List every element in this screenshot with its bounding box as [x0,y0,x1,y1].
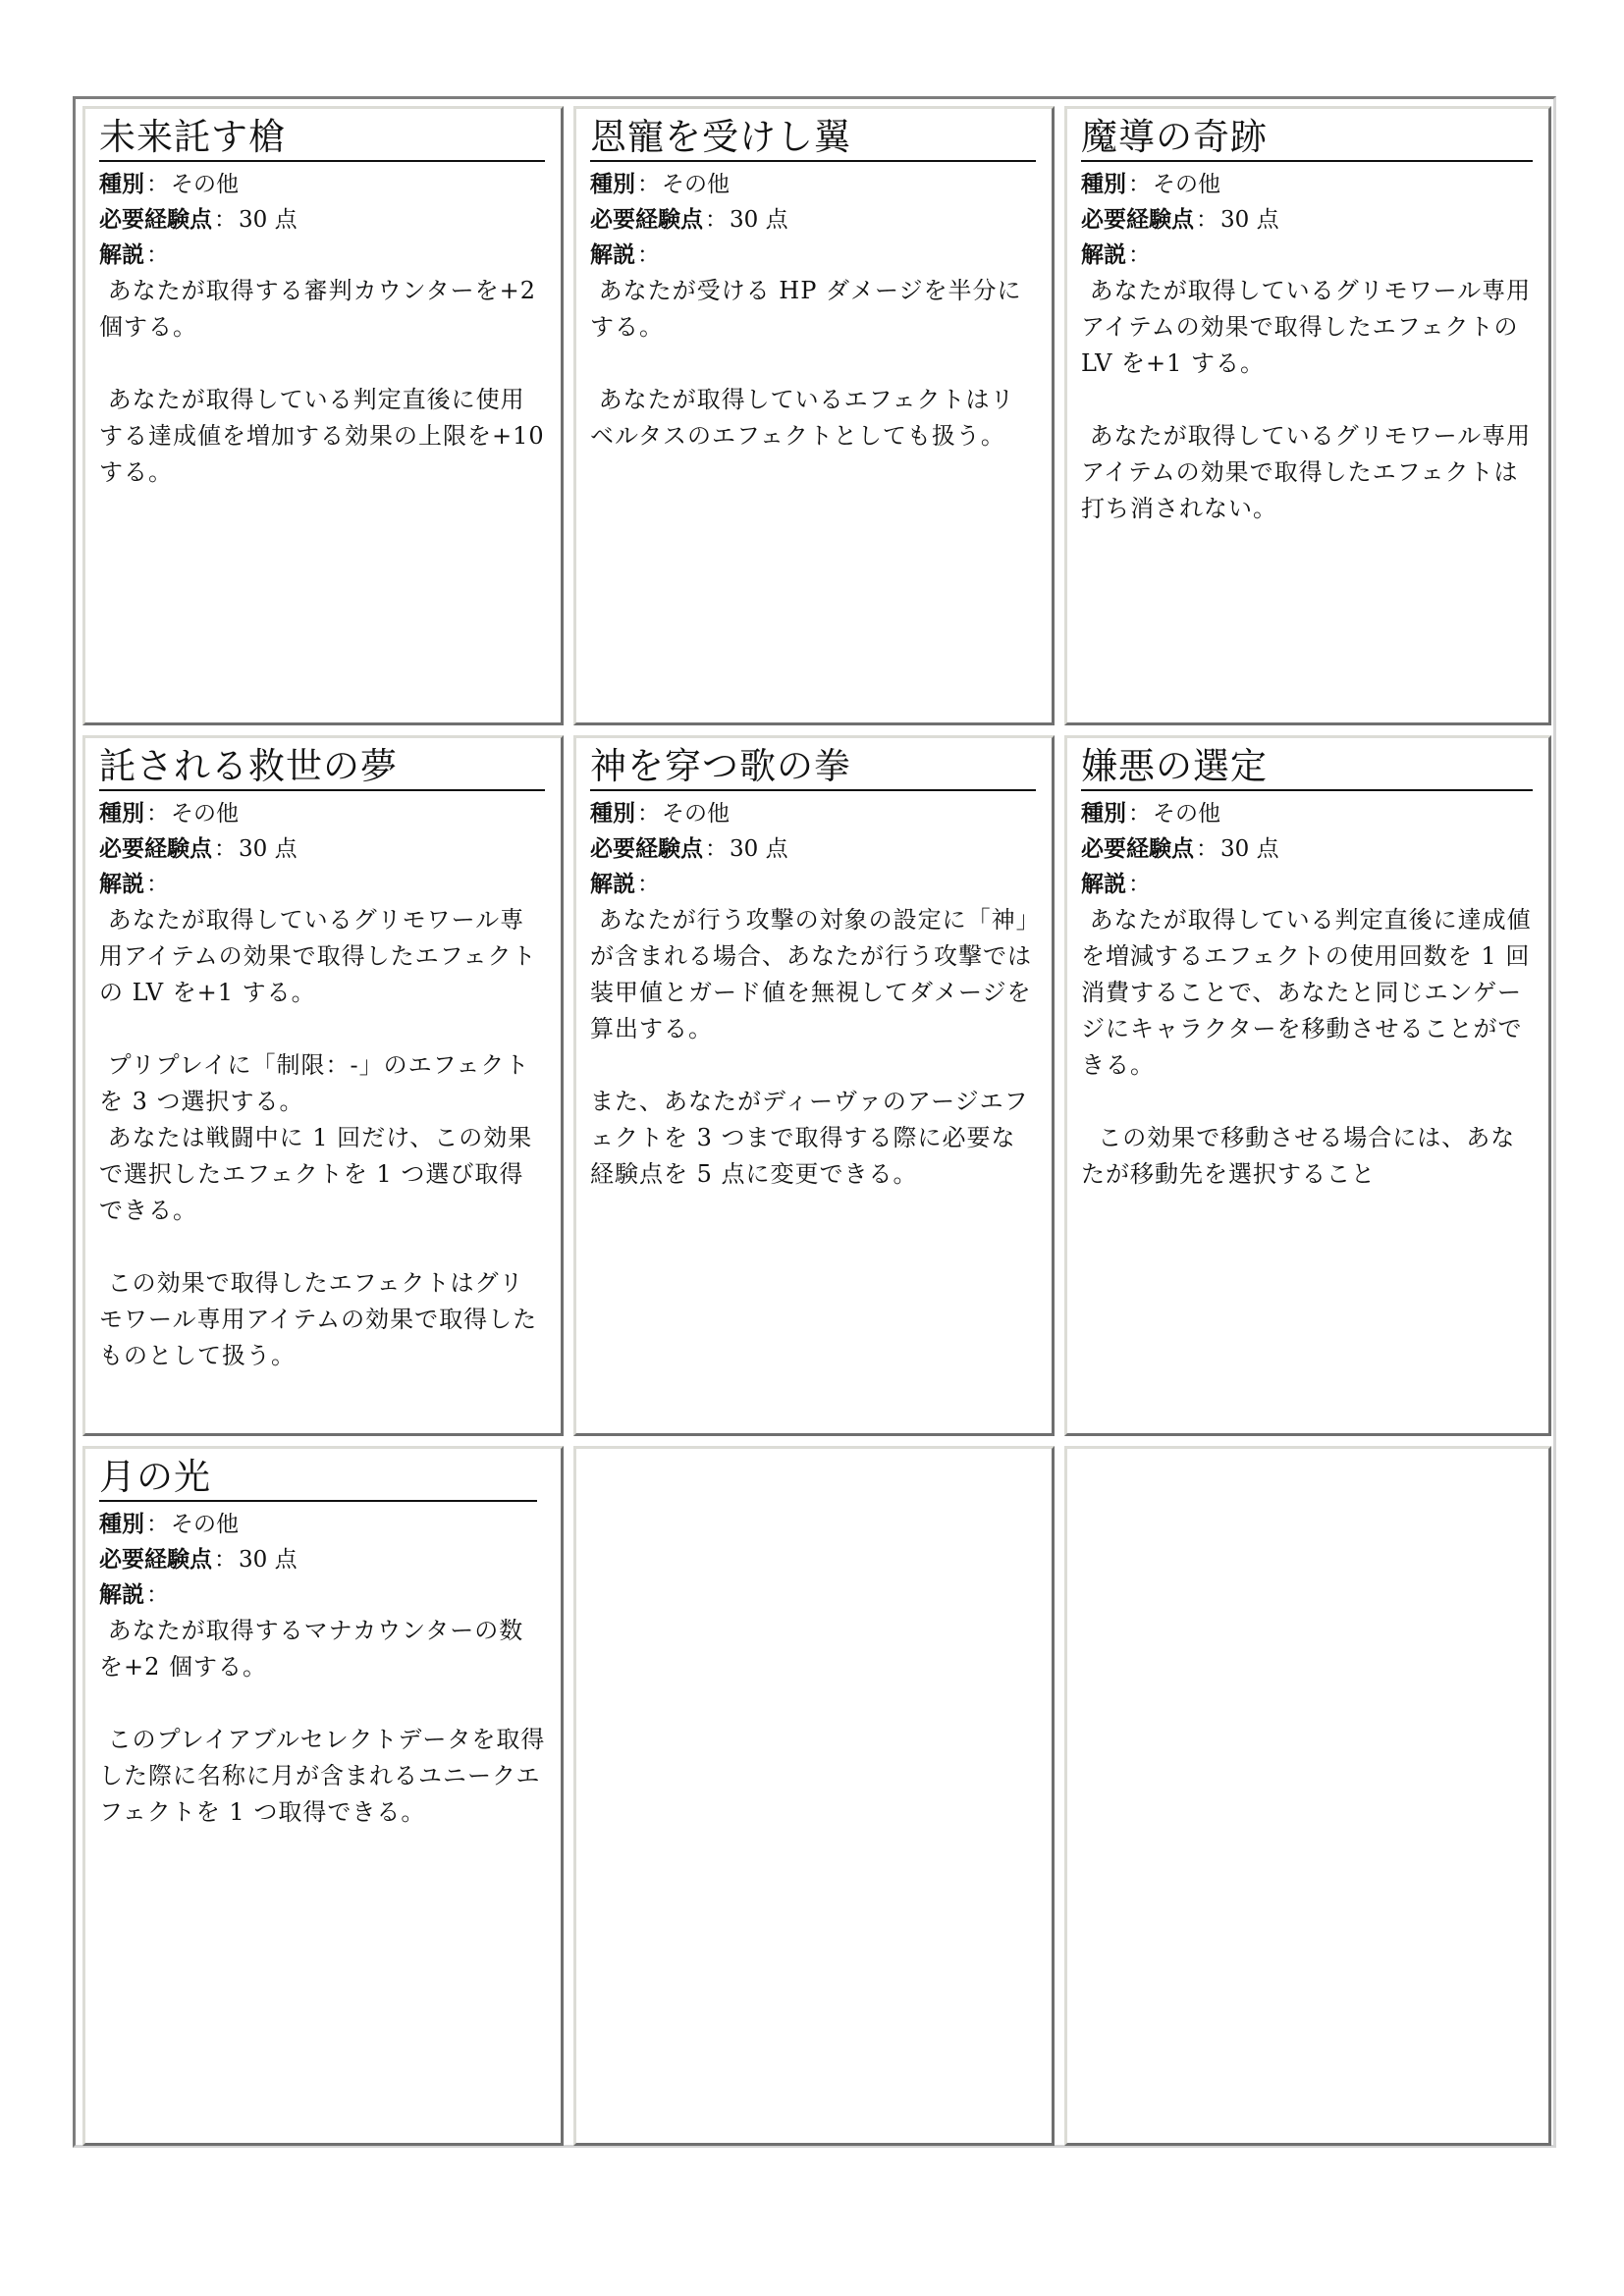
card-ken-o-no-sentei [1064,735,1551,1436]
card-title: 託される救世の夢 [99,744,545,791]
card-exp: 必要経験点：30 点 [99,1547,298,1573]
card-description: あなたが取得しているグリモワール専用アイテムの効果で取得したエフェクトの LV を+1 する。 あなたが取得しているグリモワール専用アイテムの効果で取得したエフェクトは打ち消されない。 [1081,277,1532,522]
card-grid [82,106,1551,2146]
card-desc-label: 解説： [99,242,169,268]
card-title: 嫌悪の選定 [1081,744,1533,791]
card-kami-wo-ugatsu-uta-no-kobushi [573,735,1055,1436]
card-onchou-wo-ukeshi-tsubasa [573,106,1055,725]
card-type: 種別：その他 [99,172,239,197]
card-type: 種別：その他 [1081,172,1220,197]
card-tsuki-no-hikari [82,1446,564,2146]
empty-card [573,1446,1055,2146]
card-type: 種別：その他 [99,1512,239,1537]
card-takusareru-kyuusei-no-yume [82,735,564,1436]
card-desc-label: 解説： [1081,872,1151,897]
card-madou-no-kiseki [1064,106,1551,725]
card-title: 未来託す槍 [99,115,545,162]
card-exp: 必要経験点：30 点 [1081,836,1279,862]
card-exp: 必要経験点：30 点 [590,836,788,862]
card-desc-label: 解説： [99,872,169,897]
card-desc-label: 解説： [99,1582,169,1608]
card-exp: 必要経験点：30 点 [99,836,298,862]
card-description: あなたが行う攻撃の対象の設定に「神」が含まれる場合、あなたが行う攻撃では装甲値とガード値を無視してダメージを算出する。 また、あなたがディーヴァのアージエフェクトを 3 つまで取得する際に必要な経験点を 5 点に変更できる。 [590,906,1032,1188]
card-type: 種別：その他 [590,801,730,827]
card-mirai-takusu-yari [82,106,564,725]
card-exp: 必要経験点：30 点 [99,207,298,233]
card-type: 種別：その他 [1081,801,1220,827]
data-sheet [73,96,1556,2148]
card-title: 神を穿つ歌の拳 [590,744,1036,791]
card-type: 種別：その他 [590,172,730,197]
empty-card [1064,1446,1551,2146]
card-description: あなたが受ける HP ダメージを半分にする。 あなたが取得しているエフェクトはリベルタスのエフェクトとしても扱う。 [590,277,1022,450]
card-desc-label: 解説： [590,872,660,897]
card-description: あなたが取得している判定直後に達成値を増減するエフェクトの使用回数を 1 回消費することで、あなたと同じエンゲージにキャラクターを移動させることができる。 この効果で移動させる場合には、あなたが移動先を選択すること [1081,906,1532,1188]
card-exp: 必要経験点：30 点 [1081,207,1279,233]
card-desc-label: 解説： [590,242,660,268]
card-description: あなたが取得しているグリモワール専用アイテムの効果で取得したエフェクトの LV を+1 する。 プリプレイに「制限：-」のエフェクトを 3 つ選択する。 あなたは戦闘中に 1 回だけ、この効果で選択したエフェクトを 1 つ選び取得できる。 この効果で取得したエフェクトはグリモワール専用アイテムの効果で取得したものとして扱う。 [99,906,538,1369]
card-title: 月の光 [99,1455,537,1502]
card-desc-label: 解説： [1081,242,1151,268]
card-title: 恩寵を受けし翼 [590,115,1036,162]
card-title: 魔導の奇跡 [1081,115,1533,162]
card-type: 種別：その他 [99,801,239,827]
card-exp: 必要経験点：30 点 [590,207,788,233]
card-description: あなたが取得する審判カウンターを+2 個する。 あなたが取得している判定直後に使用する達成値を増加する効果の上限を+10 する。 [99,277,545,486]
card-description: あなたが取得するマナカウンターの数を+2 個する。 このプレイアブルセレクトデータを取得した際に名称に月が含まれるユニークエフェクトを 1 つ取得できる。 [99,1617,546,1826]
